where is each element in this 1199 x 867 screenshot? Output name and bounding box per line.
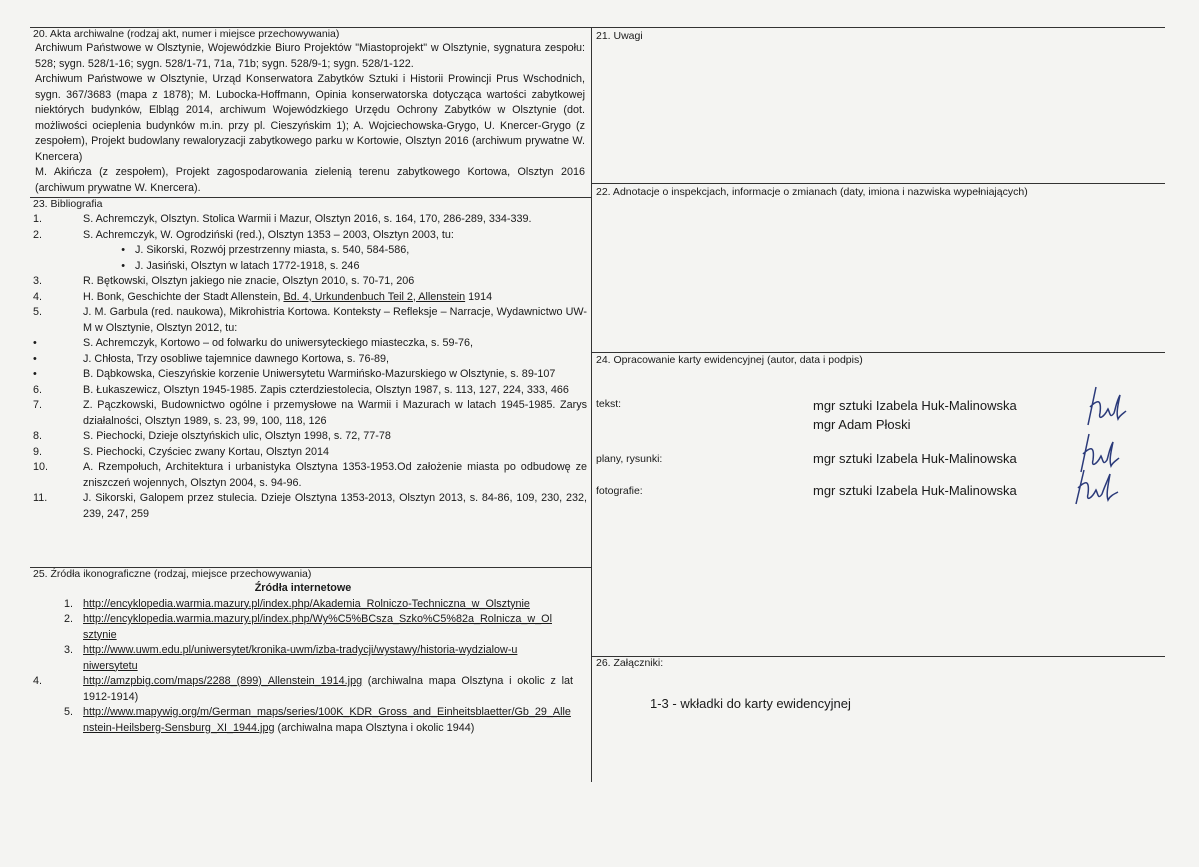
list-item: 11. J. Sikorski, Galopem przez stulecia. Dzieje Olsztyna 1353-2013, Olsztyn 2013, s. 84-86, 109, 230, 232, 239, 247, 259 [33,492,587,520]
attachments-text: 1-3 - wkładki do karty ewidencyjnej [650,696,851,711]
credit-label-text: tekst: [596,398,622,410]
list-item: • J. Jasiński, Olsztyn w latach 1772-1918, s. 246 [121,259,360,272]
section-header-card-preparation: 24. Opracowanie karty ewidencyjnej (autor, data i podpis) [596,354,863,366]
source-link[interactable]: http://www.mapywig.org/m/German_maps/series/100K_KDR_Gross_and_Einheitsblaetter/Gb_29_Allenstein-Heilsberg-Sensburg_XI_1944.jpg [83,706,571,734]
list-item: 4. http://amzpbig.com/maps/2288_(899)_Allenstein_1914.jpg (archiwalna mapa Olsztyna i okolic z lat 1912-1914) [33,675,573,703]
section-header-inspections: 22. Adnotacje o inspekcjach, informacje o zmianach (daty, imiona i nazwiska wypełniających) [596,186,1028,198]
list-item: 4. H. Bonk, Geschichte der Stadt Allenstein, Bd. 4, Urkundenbuch Teil 2, Allenstein 1914 [33,290,493,303]
column-divider [591,27,592,782]
list-item: 8. S. Piechocki, Dzieje olsztyńskich ulic, Olsztyn 1998, s. 72, 77-78 [33,430,391,442]
section-header-remarks: 21. Uwagi [596,30,643,42]
list-item: • B. Dąbkowska, Cieszyńskie korzenie Uniwersytetu Warmińsko-Mazurskiego w Olsztynie, s. 89-107 [33,368,556,380]
section-bibliography [33,198,587,522]
section-header-attachments: 26. Załączniki: [596,657,664,669]
archival-paragraph: M. Akińcza (z zespołem), Projekt zagospodarowania zielenią terenu zabytkowego Kortowa, Olsztyn 2016 (archiwum prywatne W. Knercera). [35,166,585,194]
list-item: 3. R. Bętkowski, Olsztyn jakiego nie znacie, Olsztyn 2010, s. 70-71, 206 [33,275,415,287]
list-item: 3. http://www.uwm.edu.pl/uniwersytet/kronika-uwm/izba-tradycji/wystawy/historia-wydzialow-uniwersytetu [63,644,518,672]
list-item: • J. Sikorski, Rozwój przestrzenny miasta, s. 540, 584-586, [121,244,410,256]
section-header: 23. Bibliografia [33,198,103,210]
archival-paragraph: Archiwum Państwowe w Olsztynie, Urząd Konserwatora Zabytków Sztuki i Historii Prowincji Prus Wschodnich, sygn. 367/3683 (mapa z 1878); M. Lubocka-Hoffmann, Opinia konserwatorska dotycząca wartości zabytkowej niektórych budynków, Elbląg 2014, archiwum Wojewódzkiego Urzędu Ochrony Zabytków w Olsztynie (dot. możliwości ocieplenia budynków m.in. przy pl. Cieszyńskim 1); A. Wojciechowska-Grygo, U. Knercer-Grygo (z zespołem), Projekt budowlany rewaloryzacji zabytkowego parku w Kortowie, Olsztyn 2016 (archiwum prywatne W. Knercera) [35,73,585,163]
list-item: 7. Z. Pączkowski, Budownictwo ogólne i przemysłowe na Warmii i Mazurach w latach 1945-1985. Zarys działalności, Olsztyn 1989, s. 23, 99, 100, 118, 126 [33,399,587,427]
credit-label-photos: fotografie: [596,485,643,497]
archival-paragraph: Archiwum Państwowe w Olsztynie, Wojewódzkie Biuro Projektów "Miastoprojekt" w Olsztynie, sygnatura zespołu: 528; sygn. 528/1-16; sygn. 528/1-71, 71a, 71b; sygn. 528/9-1; sygn. 528/1-122. [35,42,585,70]
list-item: 1. S. Achremczyk, Olsztyn. Stolica Warmii i Mazur, Olsztyn 2016, s. 164, 170, 286-289, 334-339. [33,213,532,225]
section-header: 25. Źródła ikonograficzne (rodzaj, miejsce przechowywania) [33,568,312,580]
rule-s24 [591,352,1165,353]
list-item: 5. J. M. Garbula (red. naukowa), Mikrohistria Kortowa. Konteksty – Refleksje – Narracje, Wydawnictwo UW-M w Olsztynie, Olsztyn 2012, tu: [33,306,587,334]
signature-icon [1082,383,1132,429]
subheader: Źródła internetowe [254,582,352,594]
list-item: • J. Chłosta, Trzy osobliwe tajemnice dawnego Kortowa, s. 76-89, [33,352,390,365]
list-item: 6. B. Łukaszewicz, Olsztyn 1945-1985. Zapis czterdziestolecia, Olsztyn 1987, s. 113, 127, 224, 333, 466 [33,383,569,396]
section-iconographic-sources [33,568,573,736]
credit-name: mgr sztuki Izabela Huk-Malinowska [813,483,1017,498]
rule-s26 [591,656,1165,657]
credit-name: mgr Adam Płoski [813,417,911,432]
source-link[interactable]: http://encyklopedia.warmia.mazury.pl/index.php/Wy%C5%BCsza_Szko%C5%82a_Rolnicza_w_Olsztynie [83,613,552,641]
credit-name: mgr sztuki Izabela Huk-Malinowska [813,398,1017,413]
list-item: 2. S. Achremczyk, W. Ogrodziński (red.), Olsztyn 1353 – 2003, Olsztyn 2003, tu: [33,228,454,241]
list-item: 1. http://encyklopedia.warmia.mazury.pl/index.php/Akademia_Rolniczo-Techniczna_w_Olsztynie [63,597,530,610]
list-item: 2. http://encyklopedia.warmia.mazury.pl/index.php/Wy%C5%BCsza_Szko%C5%82a_Rolnicza_w_Olsztynie [63,613,552,641]
source-link[interactable]: http://amzpbig.com/maps/2288_(899)_Allenstein_1914.jpg [83,675,363,687]
list-item: 5. http://www.mapywig.org/m/German_maps/series/100K_KDR_Gross_and_Einheitsblaetter/Gb_29_Allenstein-Heilsberg-Sensburg_XI_1944.jpg (archiwalna mapa Olsztyna i okolic 1944) [63,706,571,734]
source-link[interactable]: http://encyklopedia.warmia.mazury.pl/index.php/Akademia_Rolniczo-Techniczna_w_Olsztynie [83,597,530,610]
credit-name: mgr sztuki Izabela Huk-Malinowska [813,451,1017,466]
list-item: • S. Achremczyk, Kortowo – od folwarku do uniwersyteckiego miasteczka, s. 59-76, [33,337,474,349]
bibliography-list [33,212,587,522]
sources-list [33,597,573,737]
list-item: 9. S. Piechocki, Czyściec zwany Kortau, Olsztyn 2014 [33,445,330,458]
section-archival-records [33,28,585,196]
credit-label-plans: plany, rysunki: [596,453,663,465]
signature-icon [1070,466,1124,508]
source-link[interactable]: http://www.uwm.edu.pl/uniwersytet/kronika-uwm/izba-tradycji/wystawy/historia-wydzialow-uniwersytetu [83,644,518,672]
section-header: 20. Akta archiwalne (rodzaj akt, numer i miejsce przechowywania) [33,28,340,40]
list-item: 10. A. Rzempołuch, Architektura i urbanistyka Olsztyna 1353-1953.Od założenie miasta po odbudowę ze zniszczeń wojennych, Olsztyn 2004, s. 94-96. [33,461,587,489]
rule-s22 [591,183,1165,184]
